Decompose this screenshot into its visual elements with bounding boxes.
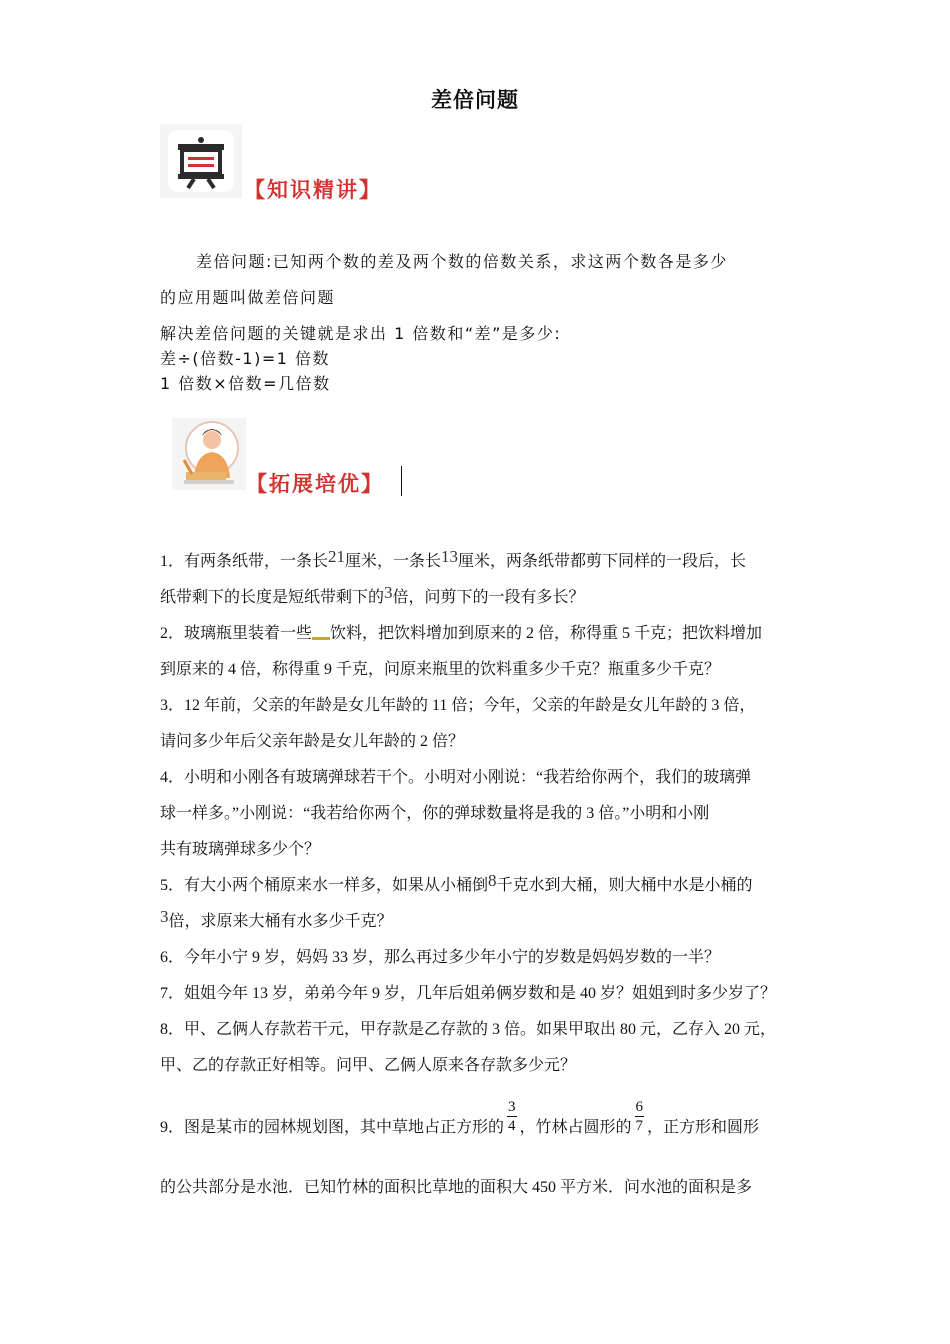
problem-8-line-1: 8．甲、乙俩人存款若干元，甲存款是乙存款的 3 倍。如果甲取出 80 元，乙存入 20 元， — [160, 1021, 777, 1038]
problem-5-text-b: 千克水到大桶，则大桶中水是小桶的 — [496, 877, 753, 894]
problem-1-text-b: 厘米，一条长 — [345, 553, 442, 570]
intro-line-3: 解决差倍问题的关键就是求出 1 倍数和“差”是多少: — [160, 324, 562, 343]
problem-5-line-2 — [160, 908, 393, 931]
problem-9-text-b: ，竹林占圆形的 — [519, 1119, 632, 1137]
section-banner-extension: 【拓展培优】 — [246, 472, 384, 496]
problem-1-text-c: 厘米，两条纸带都剪下同样的一段后，长 — [458, 553, 747, 570]
problem-9-line-1 — [160, 1099, 760, 1147]
problem-1-number-3: 3 — [384, 583, 393, 602]
problem-1-line-2 — [160, 584, 585, 607]
problem-4-line-3: 共有玻璃弹球多少个？ — [160, 841, 321, 858]
problem-5-number-8: 8 — [488, 871, 497, 890]
problem-1-number-21: 21 — [328, 547, 346, 566]
problem-3-line-2: 请问多少年后父亲年龄是女儿年龄的 2 倍？ — [160, 733, 465, 750]
problem-5-line-1 — [160, 872, 753, 895]
problem-2-line-1 — [160, 620, 762, 643]
problem-6: 6．今年小宁 9 岁，妈妈 33 岁，那么再过多少年小宁的岁数是妈妈岁数的一半？ — [160, 949, 721, 966]
problem-9-text-c: ，正方形和圆形 — [647, 1119, 760, 1137]
section-banner-knowledge: 【知识精讲】 — [244, 178, 382, 202]
section-icon-box — [160, 124, 242, 198]
intro-line-2: 的应用题叫做差倍问题 — [160, 288, 336, 307]
problem-4-line-2: 球一样多。”小刚说：“我若给你两个，你的弹球数量将是我的 3 倍。”小明和小刚 — [160, 805, 710, 822]
projector-board-icon — [160, 124, 242, 198]
intro-line-4: 差÷(倍数-1)=1 倍数 — [160, 349, 331, 368]
fraction-numerator: 3 — [508, 1099, 516, 1115]
problem-2-line-2: 到原来的 4 倍，称得重 9 千克，问原来瓶里的饮料重多少千克？瓶重多少千克？ — [160, 661, 721, 678]
problem-5-number-3: 3 — [160, 907, 169, 926]
problem-3-line-1: 3．12 年前，父亲的年龄是女儿年龄的 11 倍；今年，父亲的年龄是女儿年龄的 3 倍， — [160, 697, 756, 714]
problem-1-text-d: 纸带剩下的长度是短纸带剩下的 — [160, 589, 385, 606]
text-cursor — [401, 466, 402, 496]
intro-line-5: 1 倍数×倍数=几倍数 — [160, 374, 331, 393]
page-title: 差倍问题 — [431, 88, 519, 112]
fraction-3-4 — [507, 1098, 517, 1135]
fraction-6-7 — [635, 1098, 645, 1135]
problem-1-text-e: 倍，问剪下的一段有多长？ — [392, 589, 585, 606]
inline-mark — [312, 637, 330, 640]
intro-line-1: 差倍问题:已知两个数的差及两个数的倍数关系，求这两个数各是多少 — [196, 252, 728, 271]
problem-1-line-1 — [160, 548, 746, 571]
problem-7: 7．姐姐今年 13 岁，弟弟今年 9 岁，几年后姐弟俩岁数和是 40 岁？姐姐到时多少岁了？ — [160, 985, 777, 1002]
problem-2-text-b: 饮料，把饮料增加到原来的 2 倍，称得重 5 千克；把饮料增加 — [330, 625, 763, 642]
fraction-denominator: 7 — [635, 1118, 644, 1134]
problem-1-number-13: 13 — [441, 547, 459, 566]
problem-5-text-a: 5．有大小两个桶原来水一样多，如果从小桶倒 — [160, 877, 489, 894]
section-icon-box-2 — [172, 418, 246, 490]
problem-2-text-a: 2．玻璃瓶里装着一些 — [160, 625, 313, 642]
problem-1-text-a: 1．有两条纸带，一条长 — [160, 553, 329, 570]
fraction-numerator: 6 — [635, 1099, 644, 1115]
problem-9-text-a: 9．图是某市的园林规划图，其中草地占正方形的 — [160, 1119, 505, 1137]
fraction-denominator: 4 — [508, 1118, 516, 1134]
teacher-avatar-icon — [172, 418, 246, 490]
problem-4-line-1: 4．小明和小刚各有玻璃弹球若干个。小明对小刚说：“我若给你两个，我们的玻璃弹 — [160, 769, 752, 786]
problem-5-text-c: 倍，求原来大桶有水多少千克？ — [168, 913, 393, 930]
problem-8-line-2: 甲、乙的存款正好相等。问甲、乙俩人原来各存款多少元？ — [160, 1057, 577, 1074]
problem-9-line-2: 的公共部分是水池．已知竹林的面积比草地的面积大 450 平方米．问水池的面积是多 — [160, 1179, 753, 1196]
